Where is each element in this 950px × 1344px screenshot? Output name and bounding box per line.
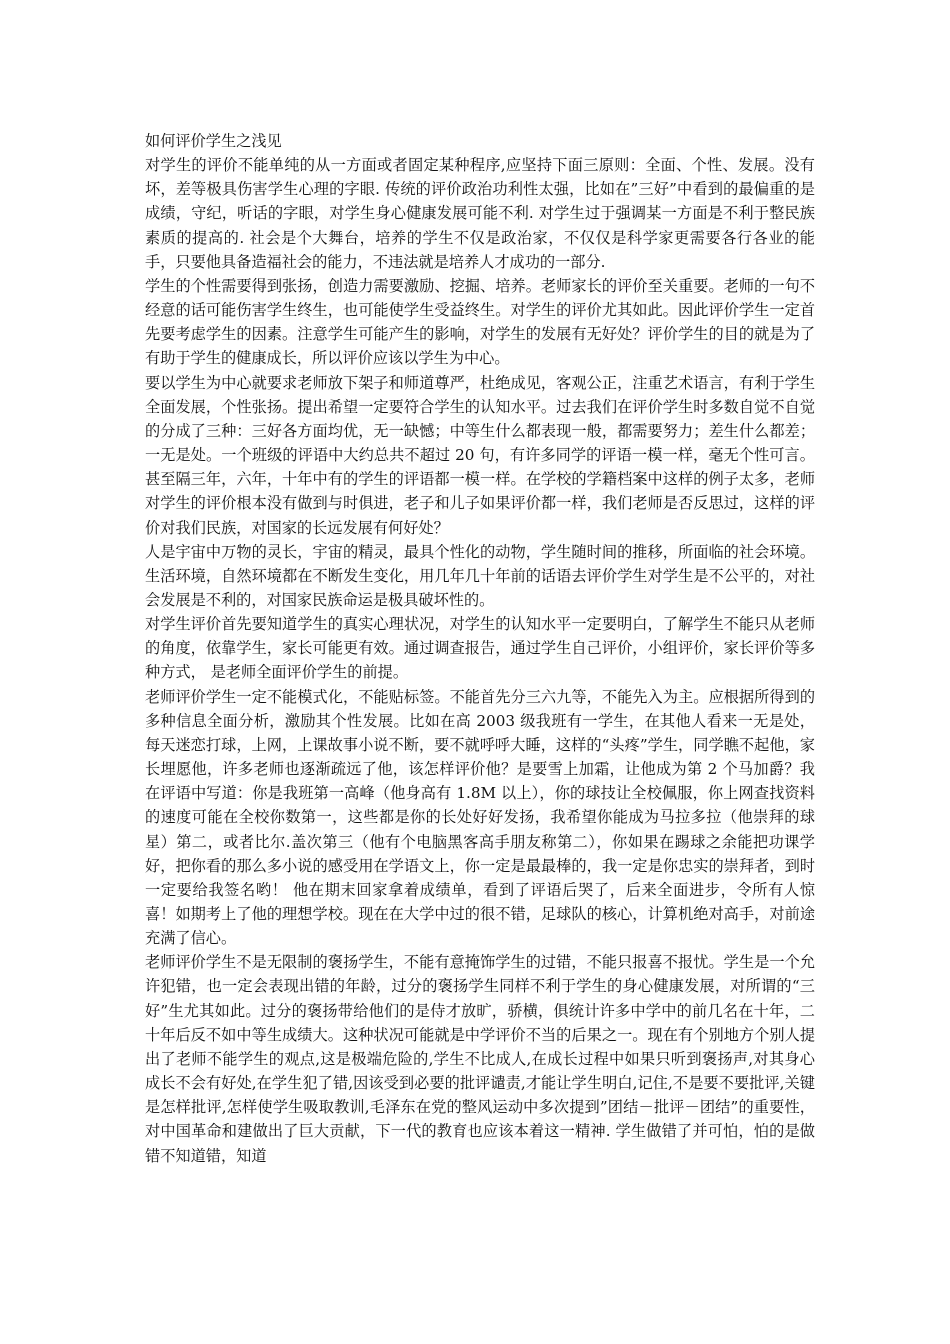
- paragraph-4: 人是宇宙中万物的灵长，宇宙的精灵，最具个性化的动物，学生随时间的推移，所面临的社会环境。生活环境，自然环境都在不断发生变化，用几年几十年前的话语去评价学生对学生是不公平的，对社会发展是不利的，对国家民族命运是极具破坏性的。: [145, 542, 815, 609]
- paragraph-3: 要以学生为中心就要求老师放下架子和师道尊严，杜绝成见，客观公正，注重艺术语言，有利于学生全面发展，个性张扬。提出希望一定要符合学生的认知水平。过去我们在评价学生时多数自觉不自觉的分成了三种：三好各方面均优，无一缺憾；中等生什么都表现一般，都需要努力；差生什么都差；一无是处。一个班级的评语中大约总共不超过 20 句，有许多同学的评语一模一样，毫无个性可言。甚至隔三年，六年，十年中有的学生的评语都一模一样。在学校的学籍档案中这样的例子太多，老师对学生的评价根本没有做到与时俱进，老子和儿子如果评价都一样，我们老师是否反思过，这样的评价对我们民族，对国家的长远发展有何好处？: [145, 373, 815, 537]
- paragraph-1: 对学生的评价不能单纯的从一方面或者固定某种程序,应坚持下面三原则：全面、个性、发展。没有坏，差等极具伤害学生心理的字眼. 传统的评价政治功利性太强，比如在”三好”中看到的最偏重的是成绩，守纪，听话的字眼，对学生身心健康发展可能不利. 对学生过于强调某一方面是不利于整民族素质的提高的. 社会是个大舞台，培养的学生不仅是政治家，不仅仅是科学家更需要各行各业的能手，只要他具备造福社会的能力，不违法就是培养人才成功的一部分.: [145, 156, 815, 271]
- paragraph-2: 学生的个性需要得到张扬，创造力需要激励、挖掘、培养。老师家长的评价至关重要。老师的一句不经意的话可能伤害学生终生，也可能使学生受益终生。对学生的评价尤其如此。因此评价学生一定首先要考虑学生的因素。注意学生可能产生的影响，对学生的发展有无好处？评价学生的目的就是为了有助于学生的健康成长，所以评价应该以学生为中心。: [145, 276, 815, 368]
- document-title: 如何评价学生之浅见: [145, 132, 282, 150]
- paragraph-6: 老师评价学生一定不能模式化，不能贴标签。不能首先分三六九等，不能先入为主。应根据所得到的多种信息全面分析，激励其个性发展。比如在高 2003 级我班有一学生，在其他人看来一无是处，每天迷恋打球，上网，上课故事小说不断，要不就呼呼大睡，这样的“头疼”学生，同学瞧不起他，家长埋愿他，许多老师也逐渐疏远了他，该怎样评价他？是要雪上加霜，让他成为第 2 个马加爵？我在评语中写道：你是我班第一高峰（他身高有 1.8M 以上），你的球技让全校佩服，你上网查找资料的速度可能在全校你数第一，这些都是你的长处好好发扬，我希望你能成为马拉多拉（他崇拜的球星）第二，或者比尔.盖次第三（他有个电脑黑客高手朋友称第二），你如果在踢球之余能把功课学好，把你看的那么多小说的感受用在学语文上，你一定是最最棒的，我一定是你忠实的崇拜者，到时一定要给我签名哟！ 他在期末回家拿着成绩单，看到了评语后哭了，后来全面进步，令所有人惊喜！如期考上了他的理想学校。现在在大学中过的很不错，足球队的核心，计算机绝对高手，对前途充满了信心。: [145, 687, 815, 948]
- paragraph-7: 老师评价学生不是无限制的褒扬学生，不能有意掩饰学生的过错，不能只报喜不报忧。学生是一个允许犯错，也一定会表现出错的年龄，过分的褒扬学生同样不利于学生的身心健康发展，对所谓的“三好”生尤其如此。过分的褒扬带给他们的是侍才放旷，骄横，俱统计许多中学中的前几名在十年，二十年后反不如中等生成绩大。这种状况可能就是中学评价不当的后果之一。现在有个别地方个别人提出了老师不能学生的观点,这是极端危险的,学生不比成人,在成长过程中如果只听到褒扬声,对其身心成长不会有好处,在学生犯了错,因该受到必要的批评谴责,才能让学生明白,记住,不是要不要批评,关键是怎样批评,怎样使学生吸取教训,毛泽东在党的整风运动中多次提到”团结－批评－团结”的重要性，对中国革命和建做出了巨大贡献，下一代的教育也应该本着这一精神. 学生做错了并可怕，怕的是做错不知道错，知道: [145, 953, 815, 1165]
- paragraph-5: 对学生评价首先要知道学生的真实心理状况，对学生的认知水平一定要明白，了解学生不能只从老师的角度，依靠学生，家长可能更有效。通过调查报告，通过学生自己评价，小组评价，家长评价等多种方式， 是老师全面评价学生的前提。: [145, 615, 815, 682]
- document-page: [145, 129, 815, 1168]
